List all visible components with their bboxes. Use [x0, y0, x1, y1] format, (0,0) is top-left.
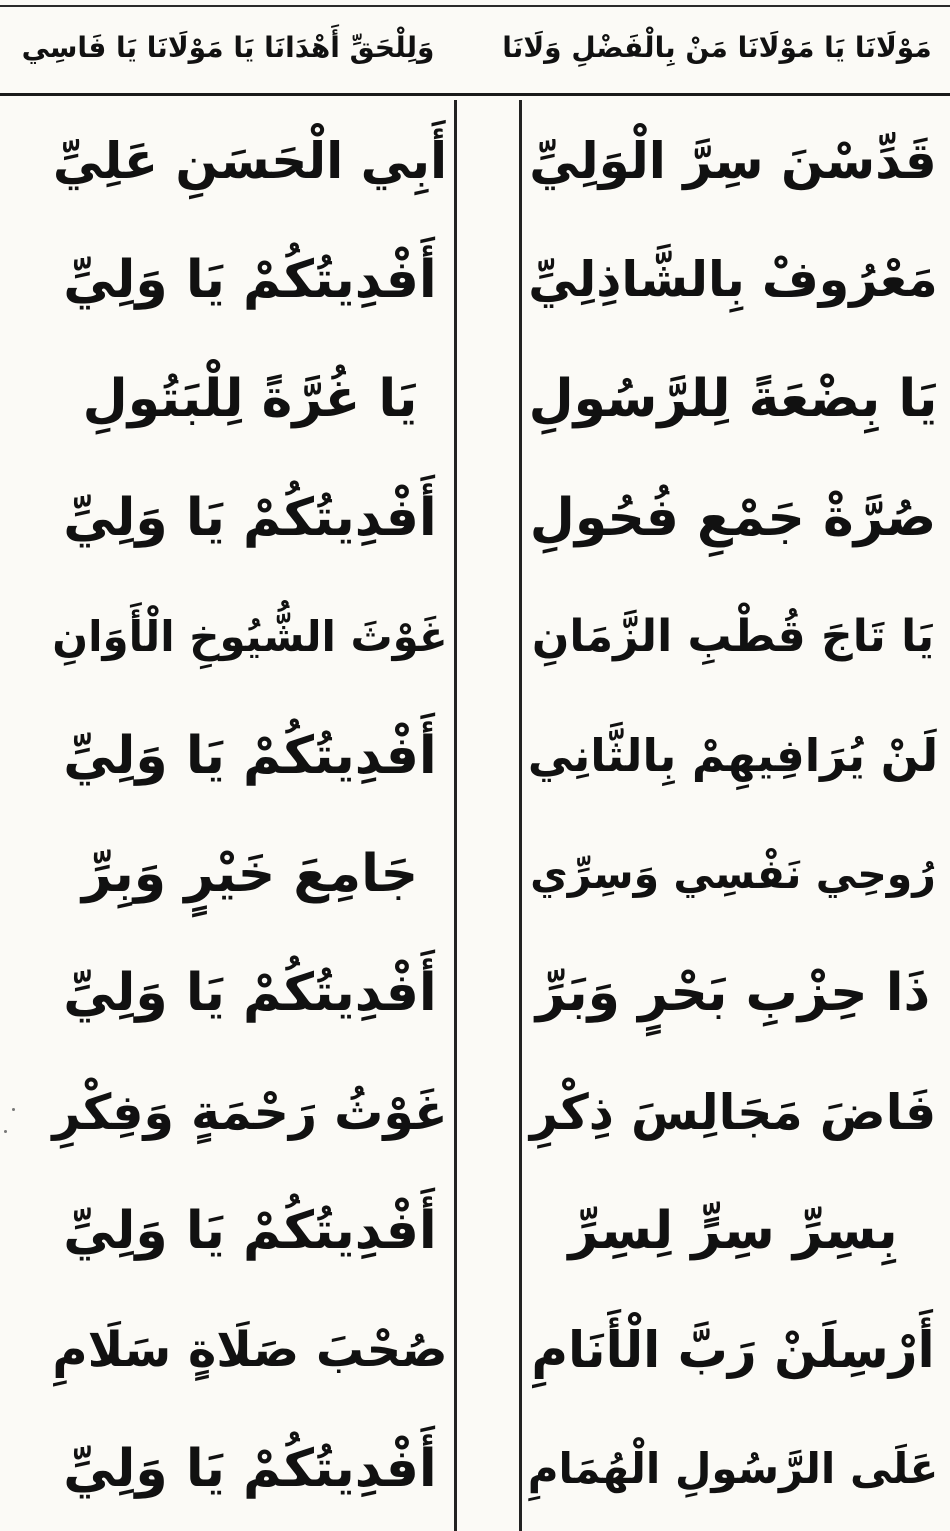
- verse-left-9: غَوْثُ رَحْمَةٍ وَفِكْرِ: [52, 1083, 448, 1141]
- verse-right-9: فَاضَ مَجَالِسَ ذِكْرِ: [529, 1083, 937, 1141]
- verse-left-1: أَبِي الْحَسَنِ عَلِيِّ: [52, 132, 448, 190]
- verse-right-1: قَدِّسْنَ سِرَّ الْوَلِيِّ: [529, 132, 937, 190]
- verse-left-4: أَفْدِيتُكُمْ يَا وَلِيِّ: [63, 487, 437, 548]
- verse-right-7: رُوحِي نَفْسِي وَسِرِّي: [530, 849, 936, 898]
- verse-left-8: أَفْدِيتُكُمْ يَا وَلِيِّ: [63, 963, 437, 1024]
- verse-right-3: يَا بِضْعَةً لِلرَّسُولِ: [528, 368, 938, 429]
- right-column: [528, 105, 938, 1525]
- scan-speck: [4, 1130, 7, 1133]
- verse-right-6: لَنْ يُرَافِيهِمْ بِالثَّانِي: [527, 729, 939, 783]
- verse-right-12: عَلَى الرَّسُولِ الْهُمَامِ: [527, 1443, 939, 1493]
- verse-right-8: ذَا حِزْبِ بَحْرٍ وَبَرِّ: [535, 963, 931, 1024]
- verse-right-5: يَا تَاجَ قُطْبِ الزَّمَانِ: [531, 610, 935, 662]
- verse-right-4: صُرَّةْ جَمْعِ فُحُولِ: [529, 487, 937, 548]
- column-divider-right: [519, 100, 522, 1531]
- verse-left-11: صُحْبَ صَلَاةٍ سَلَامِ: [52, 1322, 448, 1379]
- header-rule: [0, 93, 950, 96]
- verse-left-2: أَفْدِيتُكُمْ يَا وَلِيِّ: [63, 249, 437, 310]
- header: [0, 12, 950, 90]
- verse-left-5: غَوْثَ الشُّيُوخِ الْأَوَانِ: [52, 611, 448, 661]
- verse-left-10: أَفْدِيتُكُمْ يَا وَلِيِّ: [63, 1201, 437, 1262]
- verse-left-6: أَفْدِيتُكُمْ يَا وَلِيِّ: [63, 725, 437, 786]
- verse-right-2: مَعْرُوفْ بِالشَّاذِلِيِّ: [528, 251, 938, 309]
- column-divider-left: [454, 100, 457, 1531]
- header-left-text: وَلِلْحَقِّ أَهْدَانَا يَا مَوْلَانَا يَا فَاسِي: [21, 31, 435, 64]
- verse-right-10: بِسِرِّ سِرٍّ لِسِرِّ: [568, 1201, 898, 1262]
- scan-speck: [12, 1108, 15, 1111]
- verse-right-11: أَرْسِلَنْ رَبَّ الْأَنَامِ: [531, 1321, 935, 1380]
- verse-left-7: جَامِعَ خَيْرٍ وَبِرِّ: [81, 844, 419, 905]
- top-rule: [0, 5, 950, 7]
- left-column: [50, 105, 450, 1525]
- verse-left-3: يَا غُرَّةً لِلْبَتُولِ: [82, 368, 418, 429]
- header-right-text: مَوْلَانَا يَا مَوْلَانَا مَنْ بِالْفَضْلِ وَلَانَا: [502, 31, 932, 64]
- verse-left-12: أَفْدِيتُكُمْ يَا وَلِيِّ: [63, 1438, 437, 1499]
